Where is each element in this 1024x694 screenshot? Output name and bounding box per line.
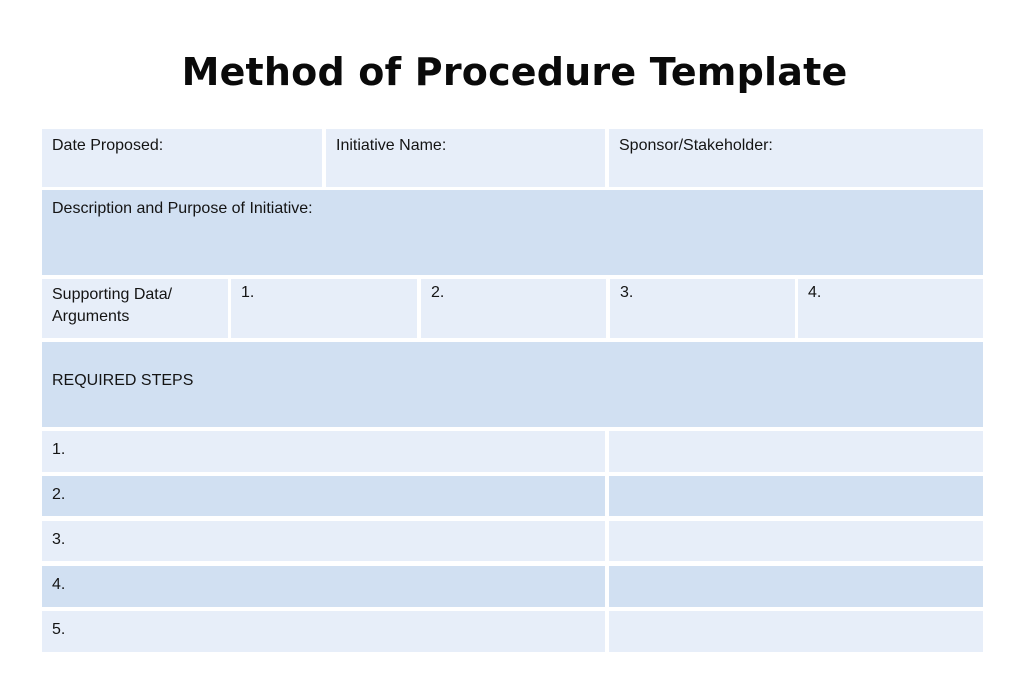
sponsor-stakeholder-label: Sponsor/Stakeholder: [619,137,773,154]
supporting-data-label-line2: Arguments [52,308,130,325]
supporting-data-item-1[interactable] [231,279,417,338]
supporting-data-item-3[interactable] [610,279,795,338]
step-row-4[interactable] [42,566,605,607]
step-number: 3. [52,531,66,548]
initiative-name-field[interactable] [326,129,605,187]
page-title: Method of Procedure Template [181,50,848,94]
supporting-item-number: 2. [431,284,445,301]
step-row-4-detail[interactable] [609,566,983,607]
step-row-5[interactable] [42,611,605,652]
supporting-item-number: 1. [241,284,255,301]
step-row-1[interactable] [42,431,605,472]
date-proposed-field[interactable] [42,129,322,187]
step-number: 4. [52,576,66,593]
step-row-5-detail[interactable] [609,611,983,652]
description-field[interactable] [42,190,983,275]
sponsor-stakeholder-field[interactable] [609,129,983,187]
supporting-data-label-line1: Supporting Data/ [52,286,173,303]
step-row-3-detail[interactable] [609,521,983,561]
date-proposed-label: Date Proposed: [52,137,164,154]
required-steps-label: REQUIRED STEPS [52,372,194,389]
required-steps-header [42,342,983,427]
step-row-2-detail[interactable] [609,476,983,516]
initiative-name-label: Initiative Name: [336,137,447,154]
step-row-1-detail[interactable] [609,431,983,472]
supporting-data-item-2[interactable] [421,279,606,338]
step-row-2[interactable] [42,476,605,516]
supporting-data-label-cell [42,279,228,338]
supporting-data-item-4[interactable] [798,279,983,338]
step-number: 2. [52,486,66,503]
supporting-item-number: 3. [620,284,634,301]
description-label: Description and Purpose of Initiative: [52,200,313,217]
step-number: 5. [52,621,66,638]
supporting-item-number: 4. [808,284,822,301]
step-row-3[interactable] [42,521,605,561]
step-number: 1. [52,441,66,458]
